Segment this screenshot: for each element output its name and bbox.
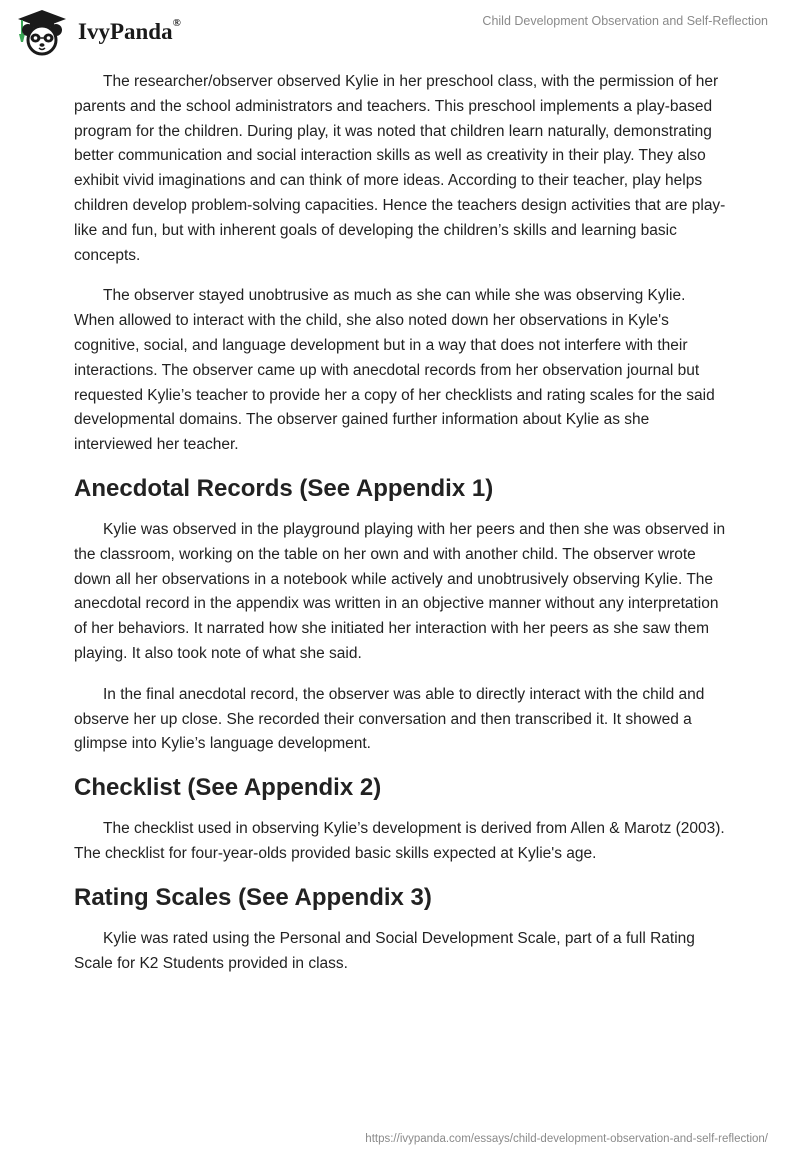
anecdotal-records-heading: Anecdotal Records (See Appendix 1): [74, 474, 494, 502]
rating-scales-heading: Rating Scales (See Appendix 3): [74, 883, 432, 911]
panda-graduate-icon: [14, 8, 70, 56]
anecdotal-paragraph-1: Kylie was observed in the playground playing with her peers and then she was observed in the classroom, working on the table on her own and with another child. The observer wrote down all her observations in a notebook while actively and unobtrusively observing Kylie. The anecdotal record in the appendix was written in an objective manner without any interpretation of her behaviors. It narrated how she initiated her interaction with her peers as she saw them playing. It also took note of what she said.: [74, 520, 726, 662]
rating-paragraph-1: Kylie was rated using the Personal and Social Development Scale, part of a full Rating Scale for K2 Students provided in class.: [74, 929, 695, 972]
intro-paragraph-2: The observer stayed unobtrusive as much as she can while she was observing Kylie. When allowed to interact with the child, she also noted down her observations in Kyle's cognitive, social, and language development but in a way that does not interfere with their interactions. The observer came up with anecdotal records from her observation journal but requested Kylie’s teacher to provide her a copy of her checklists and rating scales for the said developmental domains. The observer gained further information about Kylie as she interviewed her teacher.: [74, 287, 715, 454]
source-url[interactable]: https://ivypanda.com/essays/child-development-observation-and-self-reflection/: [365, 1133, 768, 1145]
document-title: Child Development Observation and Self-Reflection: [482, 14, 768, 28]
brand-name-text: IvyPanda: [78, 19, 173, 44]
checklist-heading: Checklist (See Appendix 2): [74, 774, 382, 802]
intro-paragraph-1: The researcher/observer observed Kylie in her preschool class, with the permission of her parents and the school administrators and teachers. This preschool implements a play-based program for the children. During play, it was noted that children learn naturally, demonstrating better communication and social interaction skills as well as creativity in their play. They also exhibit vivid imaginations and can think of more ideas. According to their teacher, play helps children develop problem-solving capacities. Hence the teachers design activities that are play-like and fun, but with inherent goals of developing the children’s skills and learning basic concepts.: [74, 73, 726, 264]
page-header: [0, 0, 800, 64]
ivypanda-logo[interactable]: [14, 8, 214, 56]
checklist-paragraph-1: The checklist used in observing Kylie’s development is derived from Allen & Marotz (2003). The checklist for four-year-olds provided basic skills expected at Kylie's age.: [74, 820, 725, 862]
essay-body: [74, 70, 730, 992]
anecdotal-paragraph-2: In the final anecdotal record, the observer was able to directly interact with the child and observe her up close. She recorded their conversation and then transcribed it. It showed a glimpse into Kylie’s language development.: [74, 685, 705, 753]
registered-mark: ®: [172, 17, 181, 29]
brand-name: [78, 19, 181, 45]
